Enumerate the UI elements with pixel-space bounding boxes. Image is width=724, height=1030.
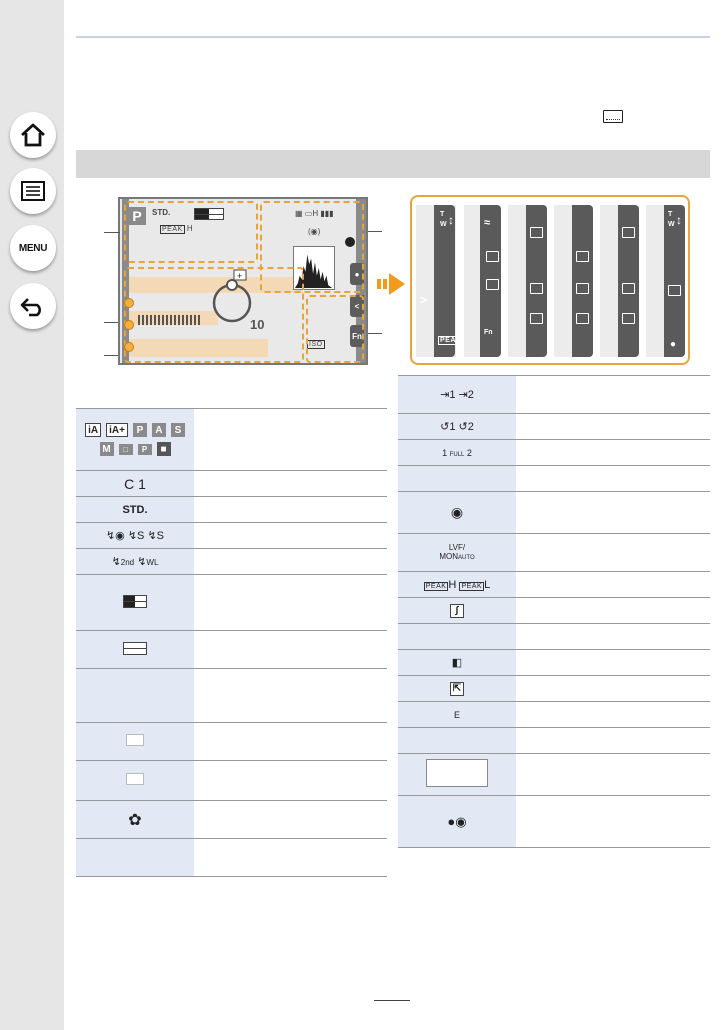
table-row	[76, 497, 387, 523]
section-header-bar	[76, 150, 710, 178]
icon-cell	[76, 497, 194, 523]
table-row	[76, 839, 387, 877]
icon-cell	[398, 466, 516, 492]
icon-cell	[398, 598, 516, 624]
electronic-shutter-icon	[454, 710, 460, 720]
icon-cell	[76, 801, 194, 839]
placeholder-icon	[126, 734, 144, 746]
icon-cell	[76, 575, 194, 631]
svg-text:+: +	[237, 271, 243, 281]
table-row	[76, 523, 387, 549]
multi-exposure-icon: ◧	[451, 657, 463, 669]
icon-cell	[76, 669, 194, 723]
icon-cell	[398, 440, 516, 466]
mon-label: MON	[439, 551, 459, 561]
peak-low-label: L	[484, 578, 491, 591]
right-icon-table	[398, 375, 710, 848]
header-rule	[76, 36, 710, 38]
tab-expand[interactable]: <	[350, 295, 364, 317]
digital-zoom-icon: ⇱	[450, 682, 464, 696]
icon-cell	[76, 471, 194, 497]
fn-tab-label: Fn	[352, 331, 362, 341]
self-timer-count: 10	[250, 317, 265, 332]
table-row	[398, 796, 710, 848]
shutter-mode-icon: S	[171, 423, 185, 437]
card-slot-icons: ⇥1 ⇥2	[440, 389, 474, 401]
relay-card-icons: ↺1 ↺2	[440, 421, 474, 433]
tone-curve-icon: ∫	[450, 604, 464, 618]
list-icon	[20, 180, 46, 202]
extended-aspect-icon	[123, 595, 147, 608]
lvf-mon-indicator	[439, 543, 474, 563]
quality-letter: H	[312, 209, 319, 218]
arrow-right-icon	[377, 271, 407, 297]
icon-cell	[398, 572, 516, 598]
custom-mode-label: C 1	[124, 475, 146, 492]
creative-mode-icon: ■	[157, 442, 171, 456]
peak-label-high: PEAK	[425, 582, 447, 590]
recording-mode-icon: P	[128, 207, 146, 225]
program-mode-icon: P	[133, 423, 147, 437]
tab-touch-ae[interactable]: ●	[350, 263, 364, 285]
wireless-flash-label: WL	[146, 558, 159, 567]
table-row	[398, 676, 710, 702]
flash-mode-icons: ↯◉ ↯S ↯S	[105, 530, 165, 542]
table-row	[76, 409, 387, 471]
table-row	[398, 440, 710, 466]
panel-tab-defocus[interactable]	[572, 205, 593, 357]
blank-frame	[426, 759, 488, 787]
sidebar-nav	[0, 0, 64, 1030]
icon-cell	[398, 702, 516, 728]
scene-guide-icon: □	[119, 444, 133, 455]
table-row	[76, 631, 387, 669]
peaking-level: H	[186, 224, 193, 233]
peaking-icons	[424, 579, 491, 591]
lvf-label: LVF/	[448, 542, 466, 552]
back-arrow-icon	[19, 295, 47, 317]
icon-cell	[398, 534, 516, 572]
table-row	[398, 466, 710, 492]
photo-style-std-label: STD.	[122, 503, 148, 516]
monitor-display-illustration	[118, 197, 368, 365]
photo-style-label: STD.	[152, 208, 171, 217]
icon-cell	[76, 839, 194, 877]
icon-cell	[398, 728, 516, 754]
table-row	[398, 534, 710, 572]
table-row	[398, 414, 710, 440]
aspect-ratio-icon	[123, 642, 147, 655]
intelligent-auto-plus-icon: iA+	[106, 423, 128, 437]
menu-button[interactable]	[10, 225, 56, 271]
movie-photo-icon: ●◉	[447, 813, 467, 829]
table-row	[398, 492, 710, 534]
table-row	[76, 471, 387, 497]
table-row	[398, 572, 710, 598]
icon-cell	[76, 631, 194, 669]
table-row	[76, 723, 387, 761]
icon-cell: ↯2nd ↯WL	[76, 549, 194, 575]
card-full-label: FULL	[449, 451, 465, 458]
intelligent-auto-icon: iA	[85, 423, 101, 437]
icon-cell	[398, 754, 516, 796]
panel-fn-label: Fn	[484, 329, 493, 336]
touch-panel-illustration: T W ↕ > PEAK ≈ Fn T W ↕ ●	[410, 195, 690, 365]
icon-cell	[76, 409, 194, 471]
table-row	[398, 598, 710, 624]
electronic-shutter-label: E	[453, 709, 460, 720]
peaking-box: PEAK	[162, 226, 183, 233]
icon-cell	[398, 414, 516, 440]
icon-cell	[398, 624, 516, 650]
peak-high-label: H	[448, 578, 457, 591]
camera-icon: ◉	[450, 504, 464, 520]
stabilizer-icon: (◉)	[308, 227, 321, 236]
back-button[interactable]	[10, 283, 56, 329]
second-curtain-label: 2nd	[120, 558, 135, 567]
creative-control-icon: ✿	[128, 811, 142, 829]
iso-box: ISO	[309, 341, 323, 348]
home-button[interactable]	[10, 112, 56, 158]
panel-peak-label: PEAK	[440, 337, 462, 344]
table-row	[76, 801, 387, 839]
table-row	[76, 549, 387, 575]
table-row	[398, 702, 710, 728]
icon-cell	[398, 492, 516, 534]
icon-cell	[76, 761, 194, 801]
card-full-icons: 1 FULL 2	[442, 447, 472, 458]
icon-cell	[398, 676, 516, 702]
aperture-mode-icon: A	[152, 423, 166, 437]
table-row	[398, 754, 710, 796]
quality-indicator: ▦ ▭H ▮▮▮	[295, 209, 334, 218]
table-row	[398, 728, 710, 754]
table-row	[76, 575, 387, 631]
table-row	[398, 624, 710, 650]
display-frame-icon	[603, 110, 623, 123]
table-of-contents-button[interactable]	[10, 168, 56, 214]
table-row	[398, 650, 710, 676]
left-icon-table	[76, 408, 387, 877]
icon-cell	[398, 650, 516, 676]
placeholder-icon	[126, 773, 144, 785]
icon-cell	[398, 376, 516, 414]
icon-cell	[76, 723, 194, 761]
table-row	[76, 669, 387, 723]
peak-box-low: PEAK	[461, 582, 483, 590]
home-icon	[19, 122, 47, 148]
table-row	[398, 376, 710, 414]
table-row	[76, 761, 387, 801]
auto-label: AUTO	[458, 554, 475, 561]
icon-cell	[398, 796, 516, 848]
icon-cell	[76, 523, 194, 549]
manual-mode-icon: M	[100, 442, 114, 456]
menu-label: MENU	[18, 242, 48, 254]
program-small-icon: P	[138, 444, 152, 455]
page-number-rule	[374, 1000, 410, 1001]
